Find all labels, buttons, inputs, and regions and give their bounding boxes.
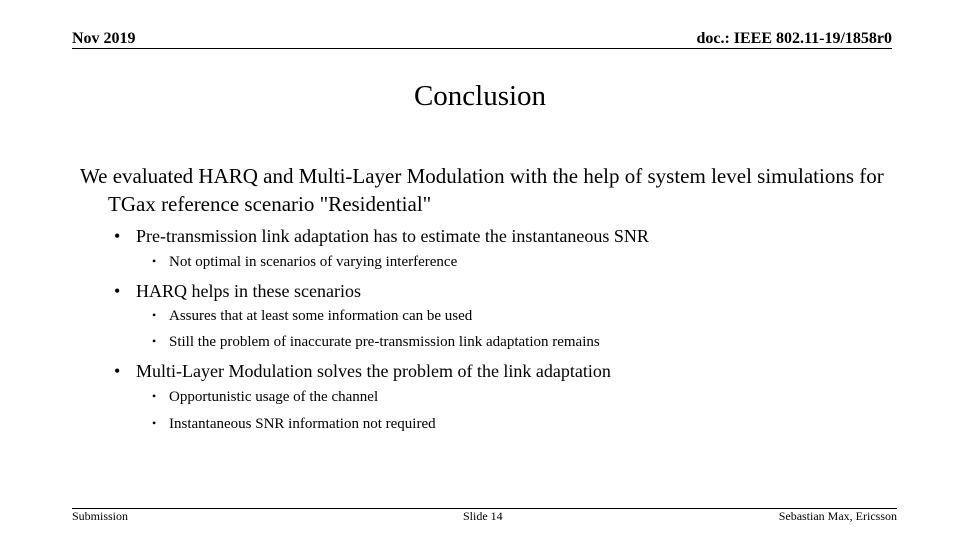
bullet-item bbox=[114, 361, 611, 382]
intro-paragraph: We evaluated HARQ and Multi-Layer Modulation with the help of system level simulations for TGax reference scenario "Residential" bbox=[80, 164, 884, 216]
bullet-icon: • bbox=[152, 308, 157, 322]
sub-bullet-text: Instantaneous SNR information not required bbox=[169, 416, 436, 432]
bullet-icon: • bbox=[114, 281, 121, 301]
sub-bullet-text: Assures that at least some information can be used bbox=[169, 308, 473, 324]
bullet-text: Multi-Layer Modulation solves the problem of the link adaptation bbox=[136, 361, 611, 381]
sub-bullet-item bbox=[152, 416, 436, 433]
header-date: Nov 2019 bbox=[72, 30, 136, 47]
bullet-text: HARQ helps in these scenarios bbox=[136, 281, 361, 301]
bullet-icon: • bbox=[152, 254, 157, 268]
footer-submission: Submission bbox=[72, 509, 129, 523]
sub-bullet-item bbox=[152, 254, 457, 271]
footer-author: Sebastian Max, Ericsson bbox=[778, 509, 897, 523]
sub-bullet-text: Not optimal in scenarios of varying interference bbox=[169, 254, 458, 270]
header-divider bbox=[72, 48, 892, 49]
bullet-icon: • bbox=[152, 389, 157, 403]
bullet-text: Pre-transmission link adaptation has to estimate the instantaneous SNR bbox=[136, 226, 649, 246]
sub-bullet-item bbox=[152, 334, 600, 351]
bullet-item bbox=[114, 226, 649, 247]
slide-title: Conclusion bbox=[413, 80, 547, 112]
footer-slide-number: Slide 14 bbox=[463, 509, 503, 523]
bullet-icon: • bbox=[114, 361, 121, 381]
bullet-icon: • bbox=[152, 416, 157, 430]
sub-bullet-item bbox=[152, 389, 378, 406]
bullet-icon: • bbox=[114, 226, 121, 246]
sub-bullet-item bbox=[152, 308, 472, 325]
sub-bullet-text: Opportunistic usage of the channel bbox=[169, 389, 379, 405]
bullet-item bbox=[114, 281, 361, 302]
sub-bullet-text: Still the problem of inaccurate pre-transmission link adaptation remains bbox=[169, 334, 600, 350]
header-doc-id: doc.: IEEE 802.11-19/1858r0 bbox=[696, 30, 892, 47]
bullet-icon: • bbox=[152, 334, 157, 348]
